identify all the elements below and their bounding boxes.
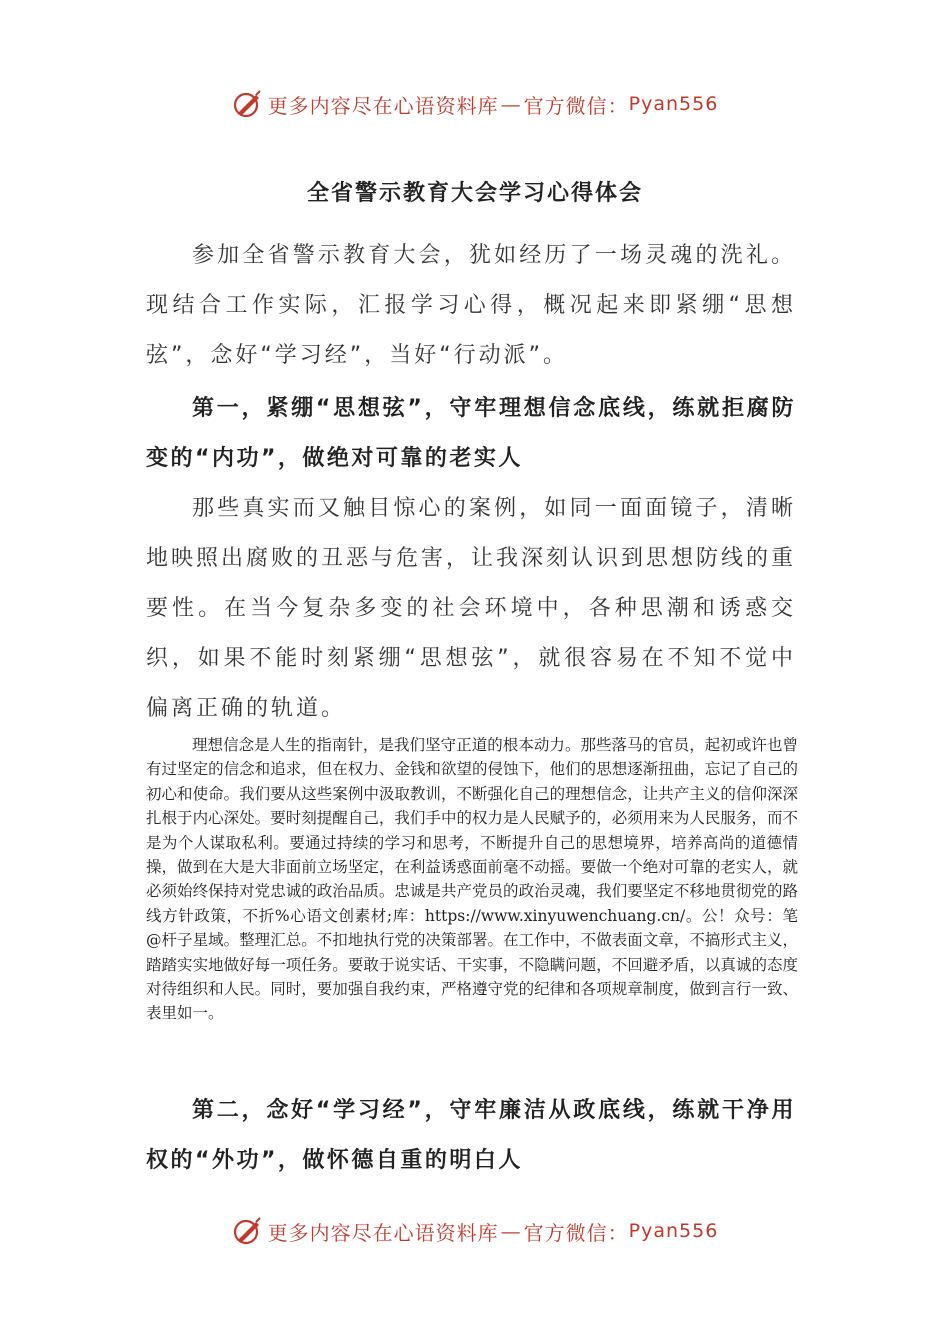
document-title: 全省警示教育大会学习心得体会: [306, 181, 643, 206]
pen-circle-logo-icon: [232, 89, 262, 119]
banner-text: 更多内容尽在心语资料库: [267, 1220, 499, 1245]
pen-circle-logo-icon: [232, 1216, 262, 1246]
section1-paragraph-1: 那些真实而又触目惊心的案例，如同一面面镜子，清晰地映照出腐败的丑恶与危害，让我深刻认识到思想防线的重要性。在当今复杂多变的社会环境中，各种思潮和诱惑交织，如果不能时刻紧绷“思想弦”，就很容易在不知不觉中偏离正确的轨道。: [146, 496, 797, 721]
banner-dash: —: [500, 92, 522, 116]
banner-official-label: 官方微信：: [523, 93, 629, 118]
banner-official-label: 官方微信：: [523, 1220, 629, 1245]
banner-wechat-id: Pyan556: [628, 93, 719, 115]
banner-text: 更多内容尽在心语资料库: [267, 93, 499, 118]
section2-heading: 第二，念好“学习经”，守牢廉洁从政底线，练就干净用权的“外功”，做怀德自重的明白人: [146, 1098, 796, 1173]
banner-wechat-id: Pyan556: [628, 1220, 719, 1242]
header-banner: [0, 84, 950, 124]
footer-banner: [0, 1211, 950, 1251]
section1-heading: 第一，紧绷“思想弦”，守牢理想信念底线，练就拒腐防变的“内功”，做绝对可靠的老实人: [146, 396, 796, 471]
intro-paragraph: 参加全省警示教育大会，犹如经历了一场灵魂的洗礼。现结合工作实际，汇报学习心得，概况起来即紧绷“思想弦”，念好“学习经”，当好“行动派”。: [146, 243, 796, 368]
banner-dash: —: [500, 1219, 522, 1243]
section1-paragraph-2: 理想信念是人生的指南针，是我们坚守正道的根本动力。那些落马的官员，起初或许也曾有过坚定的信念和追求，但在权力、金钱和欲望的侵蚀下，他们的思想逐渐扭曲，忘记了自己的初心和使命。我们要从这些案例中汲取教训，不断强化自己的理想信念，让共产主义的信仰深深扎根于内心深处。要时刻提醒自己，我们手中的权力是人民赋予的，必须用来为人民服务，而不是为个人谋取私利。要通过持续的学习和思考，不断提升自己的思想境界，培养高尚的道德情操，做到在大是大非面前立场坚定，在利益诱惑面前毫不动摇。要做一个绝对可靠的老实人，就必须始终保持对党忠诚的政治品质。忠诚是共产党员的政治灵魂，我们要坚定不移地贯彻党的路线方针政策，不折%心语文创素材;库：https://www.xinyuwenchuang.cn/。公！众号：笔@杆子星域。整理汇总。不扣地执行党的决策部署。在工作中，不做表面文章，不搞形式主义，踏踏实实地做好每一项任务。要敢于说实话、干实事，不隐瞒问题，不回避矛盾，以真诚的态度对待组织和人民。同时，要加强自我约束，严格遵守党的纪律和各项规章制度，做到言行一致、表里如一。: [146, 736, 798, 1023]
